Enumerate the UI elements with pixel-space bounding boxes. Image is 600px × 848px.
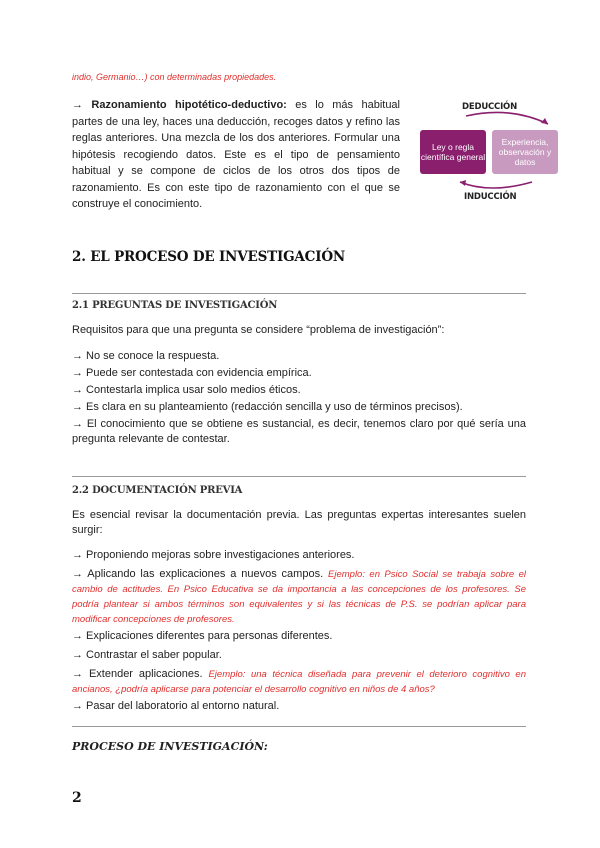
list-item: → Proponiendo mejoras sobre investigaciones anteriores. [72,549,355,561]
top-continuation-line: indio, Germanio…) con determinadas propiedades. [72,72,277,82]
divider [72,293,526,294]
experience-box: Experiencia, observación y datos [492,130,558,174]
deduction-arrow [466,112,548,124]
arrow-glyph: → [72,99,83,111]
process-heading: PROCESO DE INVESTIGACIÓN: [72,740,268,753]
example-text: Ejemplo: en Psico Social se trabaja sobre el cambio de actitudes. En Psico Educativa se da importancia a las concepciones de los profesores. Se podría plantear si ambos términos son equivalentes y si las técnicas de P.S. se podrían aplicar para modificar concepciones de profesores. [72,569,526,625]
list-item-text: → Aplicando las explicaciones a nuevos campos. [72,568,324,580]
reasoning-diagram [420,96,570,208]
hypothetico-deductive-paragraph [72,97,400,213]
hd-term: Razonamiento hipotético-deductivo: [91,99,287,111]
hd-text: es lo más habitual partes de una ley, haces una deducción, recoges datos y refino las reglas anteriores. Una mezcla de los dos anteriores. Formular una hipótesis recogiendo datos. Este es el tipo de pensamiento habitual y se compone de ciclos de los otros dos tipos de razonamiento. Es con este tipo de razonamiento con el que se construye el conocimiento. [72,99,400,210]
list-item: → Puede ser contestada con evidencia empírica. [72,367,312,379]
page-number: 2 [72,790,82,806]
list-item [72,667,526,697]
induction-arrow [460,182,532,188]
list-item: → Pasar del laboratorio al entorno natural. [72,700,280,712]
induction-label: INDUCCIÓN [464,192,517,202]
documentation-list [72,548,526,714]
list-item [72,567,526,627]
example-text: Ejemplo: una técnica diseñada para prevenir el deterioro cognitivo en ancianos, ¿podría aplicarse para potenciar el desarrollo cognitivo en niños de 4 años? [72,669,526,695]
requirements-list [72,349,526,447]
list-item-text: → Extender aplicaciones. [72,668,203,680]
law-rule-box: Ley o regla científica general [420,130,486,174]
divider [72,726,526,727]
divider [72,476,526,477]
subsection-title-2-2: 2.2 DOCUMENTACIÓN PREVIA [72,485,243,496]
list-item: → No se conoce la respuesta. [72,350,220,362]
section-title: 2. EL PROCESO DE INVESTIGACIÓN [72,249,346,265]
preguntas-intro: Requisitos para que una pregunta se considere “problema de investigación”: [72,324,445,336]
list-item: → Contestarla implica usar solo medios éticos. [72,384,301,396]
list-item: → Es clara en su planteamiento (redacción sencilla y uso de términos precisos). [72,401,463,413]
documentation-intro: Es esencial revisar la documentación previa. Las preguntas expertas interesantes suelen surgir: [72,509,526,536]
list-item: → El conocimiento que se obtiene es sustancial, es decir, tenemos claro por qué sería una pregunta relevante de contestar. [72,418,526,445]
deduction-label: DEDUCCIÓN [462,102,517,112]
list-item: → Explicaciones diferentes para personas diferentes. [72,630,333,642]
list-item: → Contrastar el saber popular. [72,649,222,661]
subsection-title-2-1: 2.1 PREGUNTAS DE INVESTIGACIÓN [72,300,278,311]
